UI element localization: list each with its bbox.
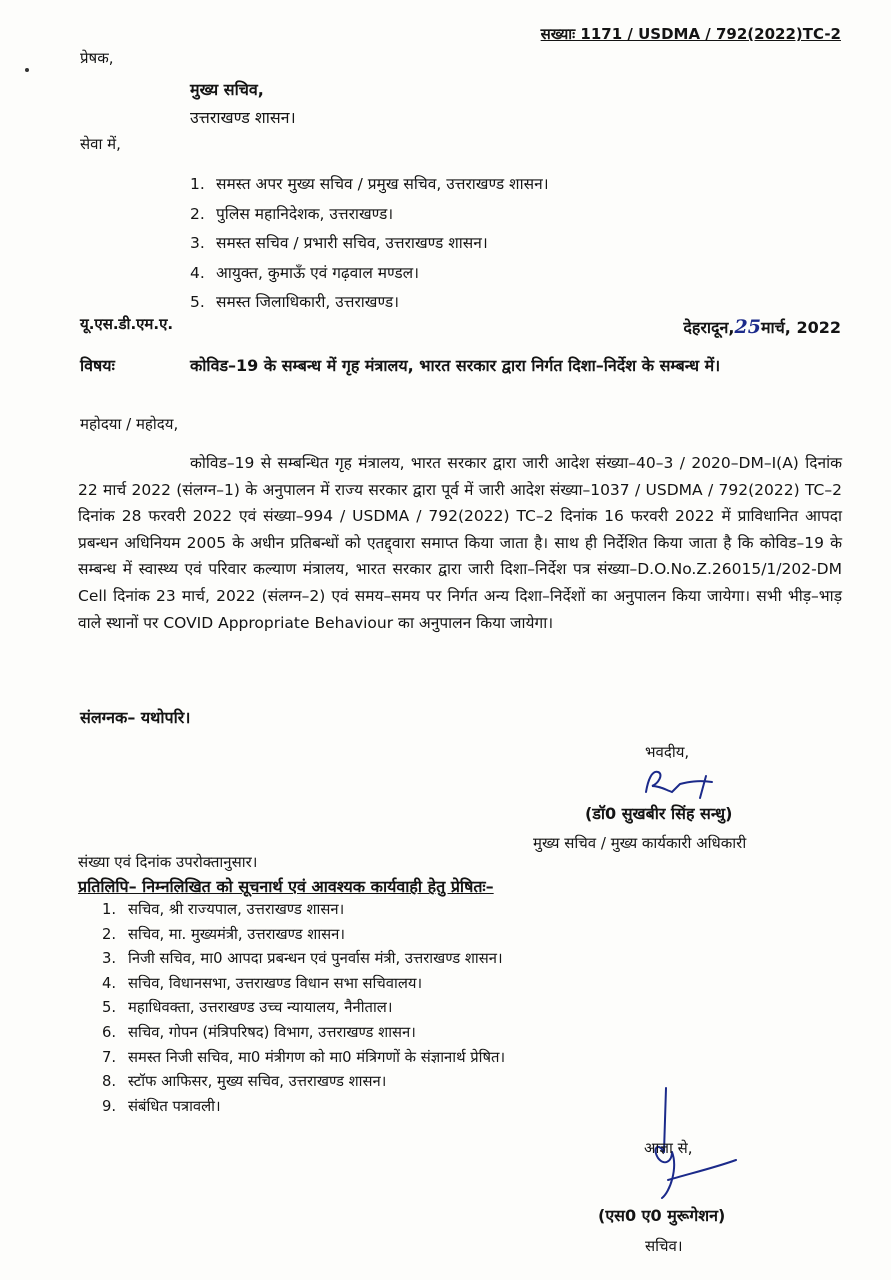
list-item: 5. महाधिवक्ता, उत्तराखण्ड उच्च न्यायालय, नैनीताल। xyxy=(102,999,393,1017)
order-phrase: आज्ञा से, xyxy=(644,1139,693,1157)
list-item: 8. स्टॉफ आफिसर, मुख्य सचिव, उत्तराखण्ड शासन। xyxy=(102,1073,387,1091)
signature-1 xyxy=(640,762,730,802)
enclosure-line: संलग्नक– यथोपरि। xyxy=(80,708,191,727)
sender-office: उत्तराखण्ड शासन। xyxy=(190,108,296,127)
list-item: 5. समस्त जिलाधिकारी, उत्तराखण्ड। xyxy=(190,293,400,311)
list-item: 1. सचिव, श्री राज्यपाल, उत्तराखण्ड शासन। xyxy=(102,901,345,918)
list-item: 7. समस्त निजी सचिव, मा0 मंत्रीगण को मा0 मंत्रिगणों के संज्ञानार्थ प्रेषित। xyxy=(102,1048,506,1066)
date-place: देहरादून, xyxy=(683,318,735,337)
copy-reference-line: संख्या एवं दिनांक उपरोक्तानुसार। xyxy=(78,853,258,871)
list-item: 9. संबंधित पत्रावली। xyxy=(102,1097,221,1115)
signatory2-name: (एस0 ए0 मुरूगेशन) xyxy=(598,1206,726,1225)
signatory1-name: (डॉ0 सुखबीर सिंह सन्धु) xyxy=(585,804,733,823)
to-label: सेवा में, xyxy=(80,135,121,153)
department-short: यू.एस.डी.एम.ए. xyxy=(80,315,174,333)
signatory1-designation: मुख्य सचिव / मुख्य कार्यकारी अधिकारी xyxy=(533,834,747,852)
list-item: 4. सचिव, विधानसभा, उत्तराखण्ड विधान सभा सचिवालय। xyxy=(102,974,423,992)
salutation: महोदया / महोदय, xyxy=(80,415,179,433)
list-item: 2. सचिव, मा. मुख्यमंत्री, उत्तराखण्ड शासन। xyxy=(102,925,345,943)
copy-heading: प्रतिलिपि– निम्नलिखित को सूचनार्थ एवं आवश्यक कार्यवाही हेतु प्रेषितः– xyxy=(78,877,494,896)
recipient-list xyxy=(190,170,549,318)
body-text: कोविड–19 से सम्बन्धित गृह मंत्रालय, भारत सरकार द्वारा जारी आदेश संख्या–40–3 / 2020–DM–I(A) दिनांक 22 मार्च 2022 (संलग्न–1) के अनुपालन में राज्य सरकार द्वारा पूर्व में जारी आदेश संख्या–1037 / USDMA / 792(2022) TC–2 दिनांक 28 फरवरी 2022 एवं संख्या–994 / USDMA / 792(2022) TC–2 दिनांक 16 फरवरी 2022 में प्राविधानित आपदा प्रबन्धन अधिनियम 2005 के अधीन प्रतिबन्धों को एतद्द्वारा समाप्त किया जाता है। साथ ही निर्देशित किया जाता है कि कोविड–19 के सम्बन्ध में स्वास्थ्य एवं परिवार कल्याण मंत्रालय, भारत सरकार द्वारा जारी दिशा–निर्देश पत्र संख्या–D.O.No.Z.26015/1/202-DM Cell दिनांक 23 मार्च, 2022 (संलग्न–2) एवं समय–समय पर निर्गत अन्य दिशा–निर्देशों का अनुपालन किया जायेगा। सभी भीड़–भाड़ वाले स्थानों पर COVID Appropriate Behaviour का अनुपालन किया जायेगा। xyxy=(78,454,842,632)
closing-phrase: भवदीय, xyxy=(645,743,690,761)
body-paragraph xyxy=(78,450,842,636)
date-line xyxy=(683,316,841,338)
list-item: 2. पुलिस महानिदेशक, उत्तराखण्ड। xyxy=(190,204,394,223)
scan-speck xyxy=(25,68,29,72)
date-rest: मार्च, 2022 xyxy=(760,318,841,337)
signatory2-designation: सचिव। xyxy=(645,1237,683,1255)
copy-list xyxy=(102,898,505,1119)
sender-name: मुख्य सचिव, xyxy=(190,80,264,99)
reference-number: सख्याः 1171 / USDMA / 792(2022)TC-2 xyxy=(540,25,841,43)
subject-text: कोविड–19 के सम्बन्ध में गृह मंत्रालय, भारत सरकार द्वारा निर्गत दिशा–निर्देश के सम्बन्ध में। xyxy=(190,356,721,375)
list-item: 3. निजी सचिव, मा0 आपदा प्रबन्धन एवं पुनर्वास मंत्री, उत्तराखण्ड शासन। xyxy=(102,950,503,968)
list-item: 4. आयुक्त, कुमाऊँ एवं गढ़वाल मण्डल। xyxy=(190,263,420,282)
sender-label: प्रेषक, xyxy=(80,49,114,67)
date-day-handwritten: 25 xyxy=(734,316,761,338)
list-item: 1. समस्त अपर मुख्य सचिव / प्रमुख सचिव, उत्तराखण्ड शासन। xyxy=(190,175,549,193)
list-item: 6. सचिव, गोपन (मंत्रिपरिषद) विभाग, उत्तराखण्ड शासन। xyxy=(102,1023,416,1041)
list-item: 3. समस्त सचिव / प्रभारी सचिव, उत्तराखण्ड शासन। xyxy=(190,234,488,252)
subject-label: विषयः xyxy=(80,356,115,375)
